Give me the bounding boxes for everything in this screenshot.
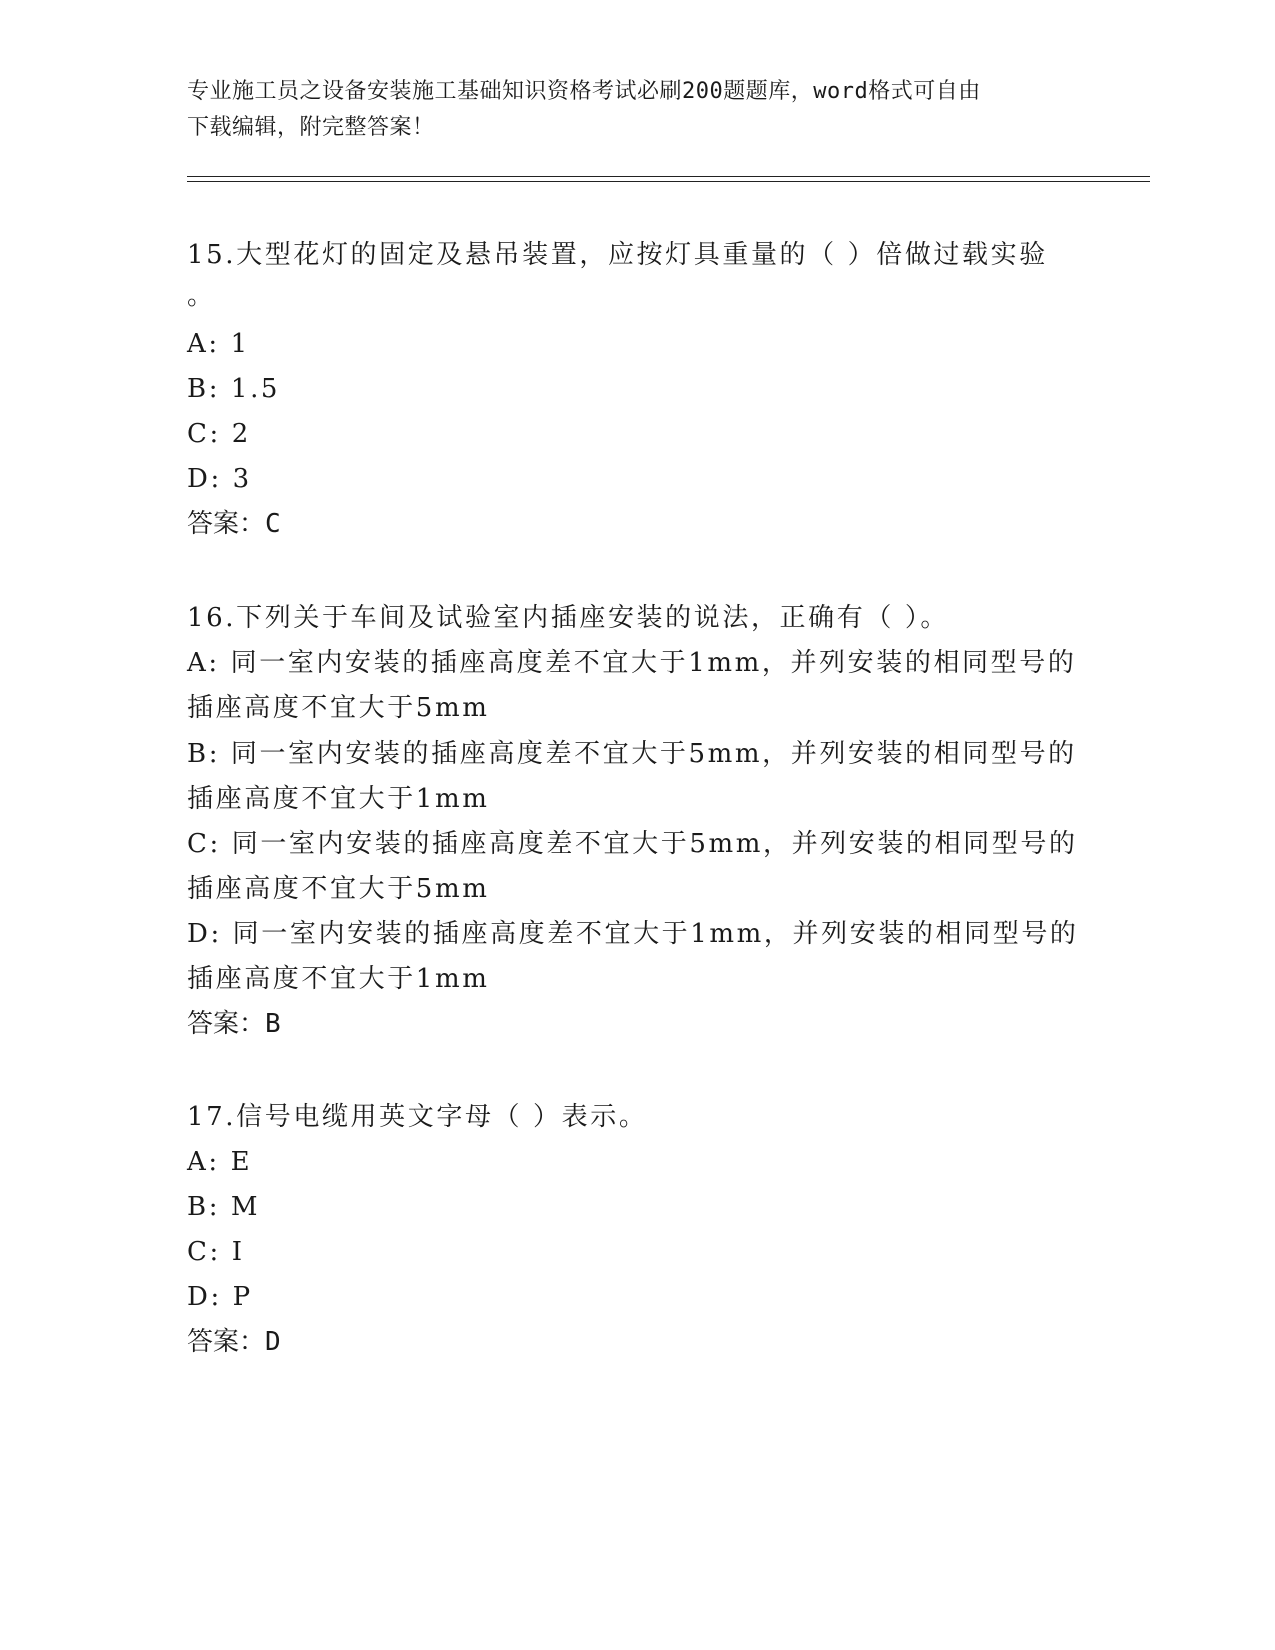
option-d: D: P bbox=[187, 1282, 253, 1312]
option-d-continued: 插座高度不宜大于1mm bbox=[187, 964, 490, 994]
question-stem: 17.信号电缆用英文字母（ ）表示。 bbox=[187, 1102, 648, 1132]
option-a: A: 同一室内安装的插座高度差不宜大于1mm，并列安装的相同型号的 bbox=[187, 648, 1077, 678]
answer-line bbox=[187, 508, 281, 540]
answer-label: 答案： bbox=[187, 509, 266, 539]
option-c-continued: 插座高度不宜大于5mm bbox=[187, 874, 490, 904]
header-divider-top bbox=[187, 176, 1150, 177]
option-a: A: 1 bbox=[187, 329, 250, 359]
header-line-2: 下载编辑，附完整答案！ bbox=[187, 115, 435, 140]
option-a-continued: 插座高度不宜大于5mm bbox=[187, 693, 490, 723]
header-divider-bottom bbox=[187, 181, 1150, 182]
answer-value: D bbox=[265, 1327, 281, 1357]
answer-line bbox=[187, 1326, 281, 1358]
question-stem: 16.下列关于车间及试验室内插座安装的说法，正确有（ ）。 bbox=[187, 603, 950, 633]
option-b: B: 1.5 bbox=[187, 374, 281, 404]
option-a: A: E bbox=[187, 1147, 253, 1177]
question-stem-continued: 。 bbox=[187, 281, 216, 311]
option-b: B: 同一室内安装的插座高度差不宜大于5mm，并列安装的相同型号的 bbox=[187, 739, 1077, 769]
option-d: D: 3 bbox=[187, 464, 252, 494]
answer-label: 答案： bbox=[187, 1009, 266, 1039]
answer-line bbox=[187, 1008, 281, 1040]
option-d: D: 同一室内安装的插座高度差不宜大于1mm，并列安装的相同型号的 bbox=[187, 919, 1079, 949]
header-line-1: 专业施工员之设备安装施工基础知识资格考试必刷200题题库，word格式可自由 bbox=[187, 79, 981, 104]
answer-value: C bbox=[265, 509, 281, 539]
option-c: C: 2 bbox=[187, 419, 251, 449]
option-b-continued: 插座高度不宜大于1mm bbox=[187, 784, 490, 814]
answer-label: 答案： bbox=[187, 1327, 266, 1357]
question-stem: 15.大型花灯的固定及悬吊装置，应按灯具重量的（ ）倍做过载实验 bbox=[187, 240, 1048, 270]
document-header bbox=[187, 74, 1067, 146]
option-c: C: 同一室内安装的插座高度差不宜大于5mm，并列安装的相同型号的 bbox=[187, 829, 1078, 859]
answer-value: B bbox=[265, 1009, 281, 1039]
option-c: C: I bbox=[187, 1237, 245, 1267]
option-b: B: M bbox=[187, 1192, 261, 1222]
